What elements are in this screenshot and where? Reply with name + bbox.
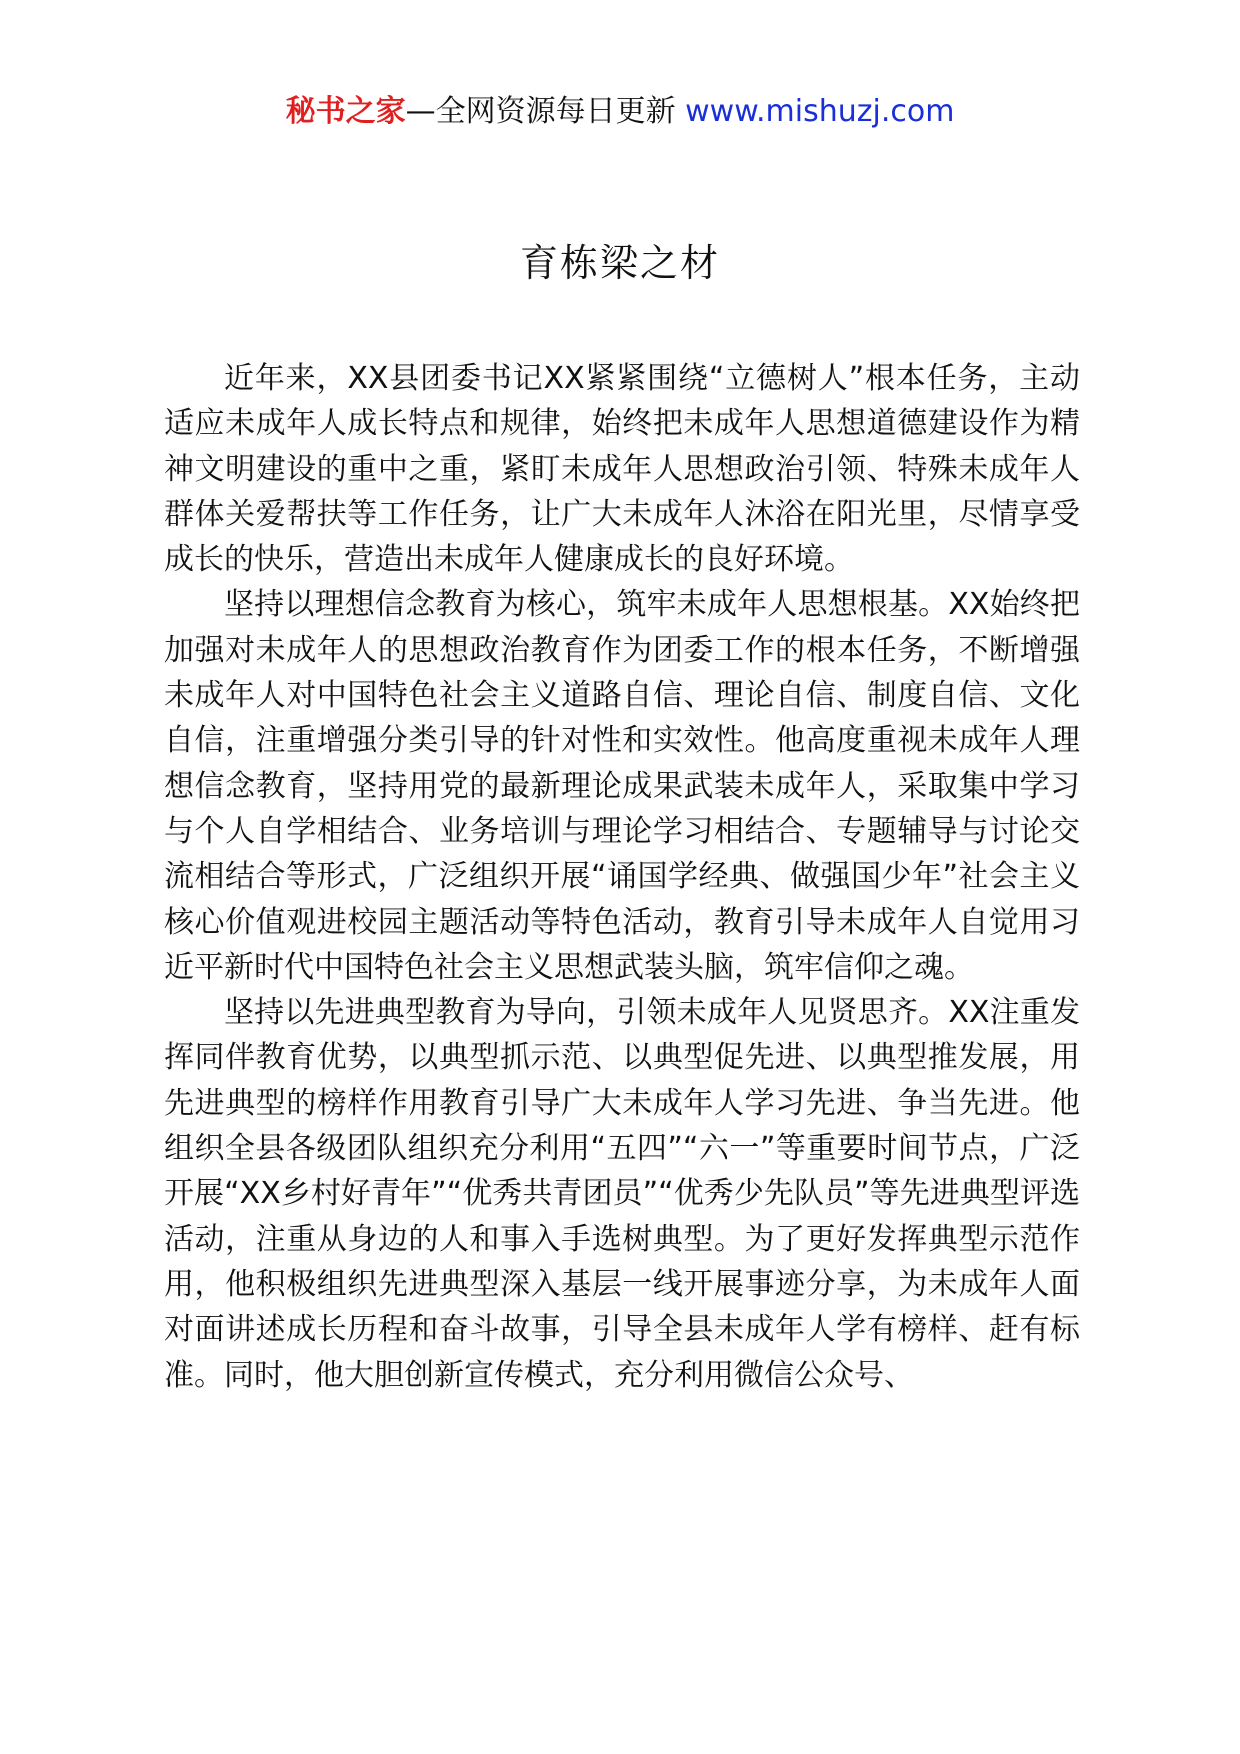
site-tagline: —全网资源每日更新 bbox=[405, 94, 686, 129]
paragraph: 近年来，XX县团委书记XX紧紧围绕“立德树人”根本任务，主动适应未成年人成长特点和规律，始终把未成年人思想道德建设作为精神文明建设的重中之重，紧盯未成年人思想政治引领、特殊未成年人群体关爱帮扶等工作任务，让广大未成年人沐浴在阳光里，尽情享受成长的快乐，营造出未成年人健康成长的良好环境。 bbox=[164, 361, 1080, 578]
site-url-link[interactable]: www.mishuzj.com bbox=[685, 94, 955, 129]
paragraph: 坚持以理想信念教育为核心，筑牢未成年人思想根基。XX始终把加强对未成年人的思想政治教育作为团委工作的根本任务，不断增强未成年人对中国特色社会主义道路自信、理论自信、制度自信、文化自信，注重增强分类引导的针对性和实效性。他高度重视未成年人理想信念教育，坚持用党的最新理论成果武装未成年人，采取集中学习与个人自学相结合、业务培训与理论学习相结合、专题辅导与讨论交流相结合等形式，广泛组织开展“诵国学经典、做强国少年”社会主义核心价值观进校园主题活动等特色活动，教育引导未成年人自觉用习近平新时代中国特色社会主义思想武装头脑，筑牢信仰之魂。 bbox=[164, 587, 1080, 985]
site-brand: 秘书之家 bbox=[285, 94, 406, 129]
paragraph: 坚持以先进典型教育为导向，引领未成年人见贤思齐。XX注重发挥同伴教育优势，以典型抓示范、以典型促先进、以典型推发展，用先进典型的榜样作用教育引导广大未成年人学习先进、争当先进。他组织全县各级团队组织充分利用“五四”“六一”等重要时间节点，广泛开展“XX乡村好青年”“优秀共青团员”“优秀少先队员”等先进典型评选活动，注重从身边的人和事入手选树典型。为了更好发挥典型示范作用，他积极组织先进典型深入基层一线开展事迹分享，为未成年人面对面讲述成长历程和奋斗故事，引导全县未成年人学有榜样、赶有标准。同时，他大胆创新宣传模式，充分利用微信公众号、 bbox=[164, 995, 1080, 1393]
site-header bbox=[0, 92, 1240, 132]
document-title: 育栋梁之材 bbox=[519, 241, 720, 285]
document-body bbox=[164, 356, 1080, 1398]
